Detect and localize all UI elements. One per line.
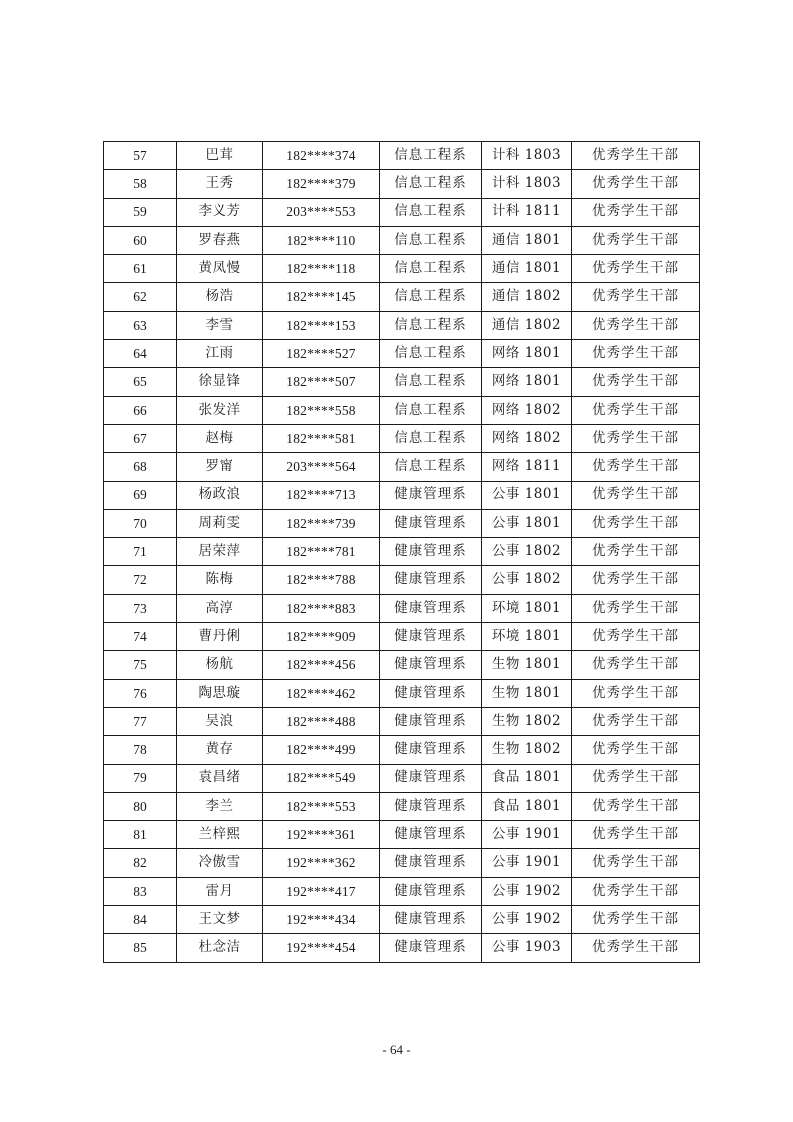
phone-cell: 182****553 <box>263 792 380 820</box>
student-name-cell: 徐显锋 <box>177 368 263 396</box>
table-row <box>104 170 700 198</box>
student-name-cell: 王秀 <box>177 170 263 198</box>
award-cell: 优秀学生干部 <box>572 198 700 226</box>
table-row <box>104 538 700 566</box>
student-name-cell: 杨航 <box>177 651 263 679</box>
student-name-cell: 杨政浪 <box>177 481 263 509</box>
table-row <box>104 198 700 226</box>
phone-cell: 182****581 <box>263 424 380 452</box>
table-row <box>104 651 700 679</box>
table-row <box>104 821 700 849</box>
award-cell: 优秀学生干部 <box>572 934 700 962</box>
row-number-cell: 62 <box>104 283 177 311</box>
phone-cell: 182****456 <box>263 651 380 679</box>
row-number-cell: 77 <box>104 707 177 735</box>
class-cell: 公事 1902 <box>482 906 572 934</box>
phone-cell: 203****553 <box>263 198 380 226</box>
class-cell: 生物 1801 <box>482 651 572 679</box>
award-cell: 优秀学生干部 <box>572 877 700 905</box>
student-name-cell: 黄存 <box>177 736 263 764</box>
table-row <box>104 255 700 283</box>
row-number-cell: 61 <box>104 255 177 283</box>
department-cell: 信息工程系 <box>380 255 482 283</box>
table-row <box>104 849 700 877</box>
class-cell: 通信 1801 <box>482 255 572 283</box>
department-cell: 健康管理系 <box>380 906 482 934</box>
student-name-cell: 袁昌绪 <box>177 764 263 792</box>
row-number-cell: 85 <box>104 934 177 962</box>
class-cell: 通信 1802 <box>482 311 572 339</box>
department-cell: 健康管理系 <box>380 849 482 877</box>
class-cell: 网络 1801 <box>482 368 572 396</box>
phone-cell: 182****909 <box>263 623 380 651</box>
student-name-cell: 罗春燕 <box>177 226 263 254</box>
table-row <box>104 396 700 424</box>
student-name-cell: 高淳 <box>177 594 263 622</box>
phone-cell: 182****145 <box>263 283 380 311</box>
class-cell: 公事 1801 <box>482 481 572 509</box>
student-name-cell: 杜念洁 <box>177 934 263 962</box>
award-cell: 优秀学生干部 <box>572 283 700 311</box>
award-cell: 优秀学生干部 <box>572 679 700 707</box>
row-number-cell: 57 <box>104 142 177 170</box>
class-cell: 公事 1903 <box>482 934 572 962</box>
phone-cell: 192****434 <box>263 906 380 934</box>
student-name-cell: 李雪 <box>177 311 263 339</box>
table-row <box>104 424 700 452</box>
table-row <box>104 792 700 820</box>
class-cell: 生物 1801 <box>482 679 572 707</box>
student-name-cell: 居荣萍 <box>177 538 263 566</box>
row-number-cell: 59 <box>104 198 177 226</box>
phone-cell: 182****507 <box>263 368 380 396</box>
student-name-cell: 黄凤慢 <box>177 255 263 283</box>
department-cell: 健康管理系 <box>380 792 482 820</box>
phone-cell: 203****564 <box>263 453 380 481</box>
row-number-cell: 84 <box>104 906 177 934</box>
row-number-cell: 81 <box>104 821 177 849</box>
row-number-cell: 76 <box>104 679 177 707</box>
award-cell: 优秀学生干部 <box>572 707 700 735</box>
row-number-cell: 63 <box>104 311 177 339</box>
award-cell: 优秀学生干部 <box>572 453 700 481</box>
row-number-cell: 71 <box>104 538 177 566</box>
student-name-cell: 吴浪 <box>177 707 263 735</box>
award-cell: 优秀学生干部 <box>572 792 700 820</box>
department-cell: 健康管理系 <box>380 736 482 764</box>
award-cell: 优秀学生干部 <box>572 736 700 764</box>
department-cell: 信息工程系 <box>380 170 482 198</box>
award-cell: 优秀学生干部 <box>572 340 700 368</box>
department-cell: 健康管理系 <box>380 538 482 566</box>
student-name-cell: 李义芳 <box>177 198 263 226</box>
row-number-cell: 58 <box>104 170 177 198</box>
award-cell: 优秀学生干部 <box>572 906 700 934</box>
student-name-cell: 罗甯 <box>177 453 263 481</box>
class-cell: 网络 1811 <box>482 453 572 481</box>
class-cell: 网络 1802 <box>482 396 572 424</box>
row-number-cell: 65 <box>104 368 177 396</box>
student-name-cell: 周莉雯 <box>177 509 263 537</box>
award-cell: 优秀学生干部 <box>572 764 700 792</box>
award-cell: 优秀学生干部 <box>572 255 700 283</box>
class-cell: 网络 1801 <box>482 340 572 368</box>
class-cell: 食品 1801 <box>482 764 572 792</box>
page-number: - 64 - <box>382 1042 411 1057</box>
table-row <box>104 934 700 962</box>
phone-cell: 192****361 <box>263 821 380 849</box>
class-cell: 网络 1802 <box>482 424 572 452</box>
table-row <box>104 679 700 707</box>
roster-table-body <box>104 142 700 963</box>
department-cell: 信息工程系 <box>380 396 482 424</box>
class-cell: 公事 1802 <box>482 566 572 594</box>
award-cell: 优秀学生干部 <box>572 821 700 849</box>
table-row <box>104 623 700 651</box>
phone-cell: 182****713 <box>263 481 380 509</box>
phone-cell: 182****379 <box>263 170 380 198</box>
phone-cell: 182****558 <box>263 396 380 424</box>
student-name-cell: 曹丹俐 <box>177 623 263 651</box>
student-name-cell: 冷傲雪 <box>177 849 263 877</box>
student-roster-table <box>103 141 700 963</box>
table-row <box>104 283 700 311</box>
table-row <box>104 453 700 481</box>
table-row <box>104 594 700 622</box>
department-cell: 信息工程系 <box>380 142 482 170</box>
student-name-cell: 兰梓熙 <box>177 821 263 849</box>
award-cell: 优秀学生干部 <box>572 142 700 170</box>
class-cell: 公事 1801 <box>482 509 572 537</box>
phone-cell: 182****153 <box>263 311 380 339</box>
student-name-cell: 王文梦 <box>177 906 263 934</box>
department-cell: 信息工程系 <box>380 340 482 368</box>
row-number-cell: 82 <box>104 849 177 877</box>
table-row <box>104 877 700 905</box>
department-cell: 信息工程系 <box>380 311 482 339</box>
award-cell: 优秀学生干部 <box>572 566 700 594</box>
department-cell: 健康管理系 <box>380 481 482 509</box>
row-number-cell: 68 <box>104 453 177 481</box>
class-cell: 环境 1801 <box>482 594 572 622</box>
phone-cell: 192****454 <box>263 934 380 962</box>
phone-cell: 182****118 <box>263 255 380 283</box>
award-cell: 优秀学生干部 <box>572 481 700 509</box>
table-row <box>104 764 700 792</box>
row-number-cell: 66 <box>104 396 177 424</box>
row-number-cell: 78 <box>104 736 177 764</box>
table-row <box>104 566 700 594</box>
class-cell: 环境 1801 <box>482 623 572 651</box>
department-cell: 信息工程系 <box>380 453 482 481</box>
award-cell: 优秀学生干部 <box>572 651 700 679</box>
class-cell: 通信 1801 <box>482 226 572 254</box>
class-cell: 计科 1811 <box>482 198 572 226</box>
phone-cell: 182****788 <box>263 566 380 594</box>
class-cell: 公事 1802 <box>482 538 572 566</box>
table-row <box>104 481 700 509</box>
row-number-cell: 72 <box>104 566 177 594</box>
phone-cell: 182****374 <box>263 142 380 170</box>
award-cell: 优秀学生干部 <box>572 396 700 424</box>
class-cell: 通信 1802 <box>482 283 572 311</box>
award-cell: 优秀学生干部 <box>572 311 700 339</box>
row-number-cell: 73 <box>104 594 177 622</box>
department-cell: 信息工程系 <box>380 198 482 226</box>
student-name-cell: 江雨 <box>177 340 263 368</box>
phone-cell: 192****417 <box>263 877 380 905</box>
row-number-cell: 70 <box>104 509 177 537</box>
phone-cell: 182****739 <box>263 509 380 537</box>
award-cell: 优秀学生干部 <box>572 594 700 622</box>
student-name-cell: 雷月 <box>177 877 263 905</box>
class-cell: 生物 1802 <box>482 736 572 764</box>
row-number-cell: 67 <box>104 424 177 452</box>
department-cell: 信息工程系 <box>380 226 482 254</box>
class-cell: 食品 1801 <box>482 792 572 820</box>
table-row <box>104 707 700 735</box>
class-cell: 公事 1901 <box>482 821 572 849</box>
phone-cell: 182****488 <box>263 707 380 735</box>
phone-cell: 182****110 <box>263 226 380 254</box>
row-number-cell: 83 <box>104 877 177 905</box>
department-cell: 健康管理系 <box>380 594 482 622</box>
student-name-cell: 赵梅 <box>177 424 263 452</box>
department-cell: 健康管理系 <box>380 651 482 679</box>
table-row <box>104 311 700 339</box>
department-cell: 健康管理系 <box>380 623 482 651</box>
row-number-cell: 79 <box>104 764 177 792</box>
award-cell: 优秀学生干部 <box>572 226 700 254</box>
table-row <box>104 340 700 368</box>
department-cell: 健康管理系 <box>380 764 482 792</box>
row-number-cell: 75 <box>104 651 177 679</box>
award-cell: 优秀学生干部 <box>572 170 700 198</box>
department-cell: 健康管理系 <box>380 679 482 707</box>
award-cell: 优秀学生干部 <box>572 849 700 877</box>
department-cell: 健康管理系 <box>380 566 482 594</box>
class-cell: 公事 1902 <box>482 877 572 905</box>
table-row <box>104 226 700 254</box>
row-number-cell: 64 <box>104 340 177 368</box>
phone-cell: 182****549 <box>263 764 380 792</box>
student-name-cell: 杨浩 <box>177 283 263 311</box>
department-cell: 健康管理系 <box>380 509 482 537</box>
award-cell: 优秀学生干部 <box>572 424 700 452</box>
department-cell: 健康管理系 <box>380 877 482 905</box>
table-row <box>104 142 700 170</box>
class-cell: 公事 1901 <box>482 849 572 877</box>
award-cell: 优秀学生干部 <box>572 509 700 537</box>
row-number-cell: 60 <box>104 226 177 254</box>
student-name-cell: 陶思璇 <box>177 679 263 707</box>
phone-cell: 182****499 <box>263 736 380 764</box>
department-cell: 信息工程系 <box>380 368 482 396</box>
row-number-cell: 69 <box>104 481 177 509</box>
student-name-cell: 李兰 <box>177 792 263 820</box>
department-cell: 健康管理系 <box>380 934 482 962</box>
department-cell: 健康管理系 <box>380 821 482 849</box>
class-cell: 生物 1802 <box>482 707 572 735</box>
table-row <box>104 906 700 934</box>
department-cell: 信息工程系 <box>380 283 482 311</box>
table-row <box>104 736 700 764</box>
phone-cell: 182****781 <box>263 538 380 566</box>
department-cell: 信息工程系 <box>380 424 482 452</box>
student-name-cell: 陈梅 <box>177 566 263 594</box>
award-cell: 优秀学生干部 <box>572 623 700 651</box>
class-cell: 计科 1803 <box>482 142 572 170</box>
table-row <box>104 368 700 396</box>
award-cell: 优秀学生干部 <box>572 368 700 396</box>
phone-cell: 182****462 <box>263 679 380 707</box>
row-number-cell: 74 <box>104 623 177 651</box>
phone-cell: 182****527 <box>263 340 380 368</box>
row-number-cell: 80 <box>104 792 177 820</box>
class-cell: 计科 1803 <box>482 170 572 198</box>
phone-cell: 192****362 <box>263 849 380 877</box>
student-name-cell: 张发洋 <box>177 396 263 424</box>
student-name-cell: 巴茸 <box>177 142 263 170</box>
department-cell: 健康管理系 <box>380 707 482 735</box>
table-row <box>104 509 700 537</box>
phone-cell: 182****883 <box>263 594 380 622</box>
award-cell: 优秀学生干部 <box>572 538 700 566</box>
